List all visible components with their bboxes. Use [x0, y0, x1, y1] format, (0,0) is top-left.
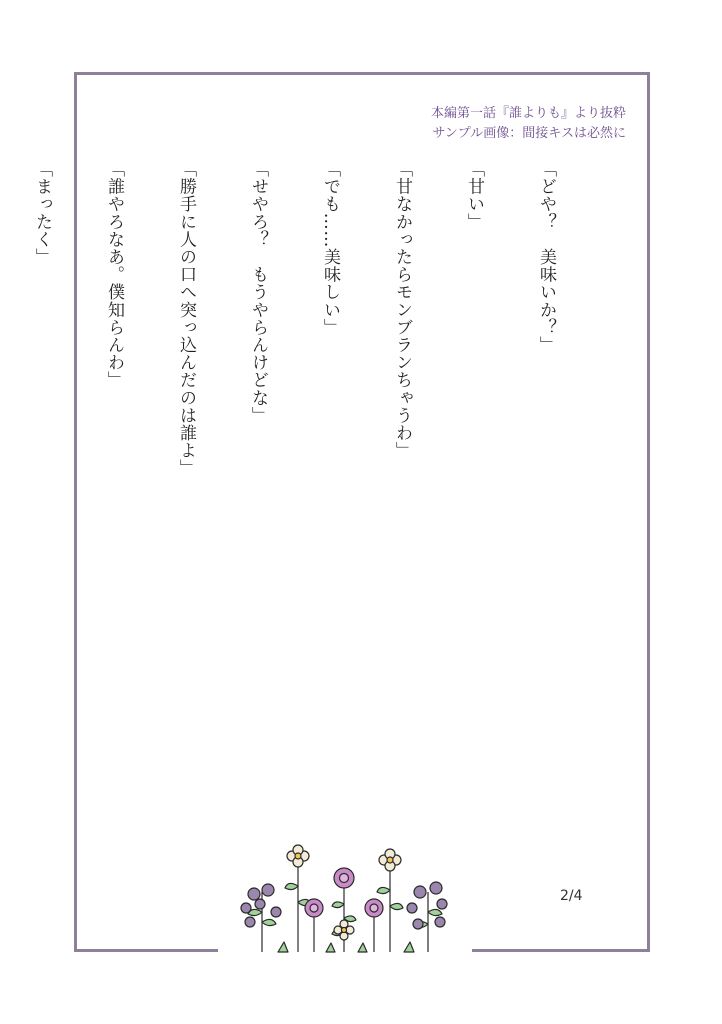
purple-blossom-icon [248, 888, 260, 900]
purple-blossom-icon [245, 917, 255, 927]
leaf-icon [332, 902, 344, 908]
purple-blossom-icon [413, 919, 423, 929]
sample-caption: サンプル画像：間接キスは必然に [432, 126, 626, 141]
vertical-text-body [0, 160, 606, 800]
grass-icon [326, 943, 335, 952]
dialogue-line: 「誰やろなあ。僕知らんわ」 [104, 160, 124, 389]
frame-bottom-left [74, 949, 218, 952]
purple-blossom-icon [430, 882, 442, 894]
header [431, 104, 626, 144]
leaf-icon [285, 883, 298, 889]
purple-blossom-icon [241, 903, 251, 913]
purple-blossom-icon [262, 884, 274, 896]
leaf-icon [377, 887, 390, 893]
purple-blossom-icon [271, 907, 281, 917]
dialogue-line: 「どや？ 美味いか？」 [536, 160, 556, 354]
frame-bottom-right [472, 949, 650, 952]
purple-blossom-icon [437, 899, 447, 909]
leaf-icon [262, 919, 276, 925]
dialogue-line: 「でも……美味しい」 [320, 160, 340, 336]
frame-right [647, 72, 650, 952]
purple-blossom-icon [414, 886, 426, 898]
dialogue-line: 「甘なかったらモンブランちゃうわ」 [392, 160, 412, 460]
purple-blossom-icon [407, 903, 417, 913]
page-number: 2/4 [560, 888, 583, 904]
grass-icon [278, 942, 288, 952]
dialogue-line: 「勝手に人の口へ突っ込んだのは誰よ」 [176, 160, 196, 477]
leaf-icon [390, 903, 403, 909]
frame-top [74, 72, 650, 75]
source-caption: 本編第一話『誰よりも』より抜粋 [430, 106, 626, 121]
leaf-icon [428, 909, 442, 915]
dialogue-line: 「せやろ？ もうやらんけどな」 [248, 160, 268, 424]
purple-blossom-icon [255, 899, 265, 909]
grass-icon [358, 943, 367, 952]
dialogue-line: 「まったく」 [32, 160, 52, 266]
purple-blossom-icon [435, 917, 445, 927]
flowers-illustration [232, 842, 458, 958]
dialogue-line: 「甘い」 [464, 160, 484, 231]
grass-icon [404, 942, 414, 952]
